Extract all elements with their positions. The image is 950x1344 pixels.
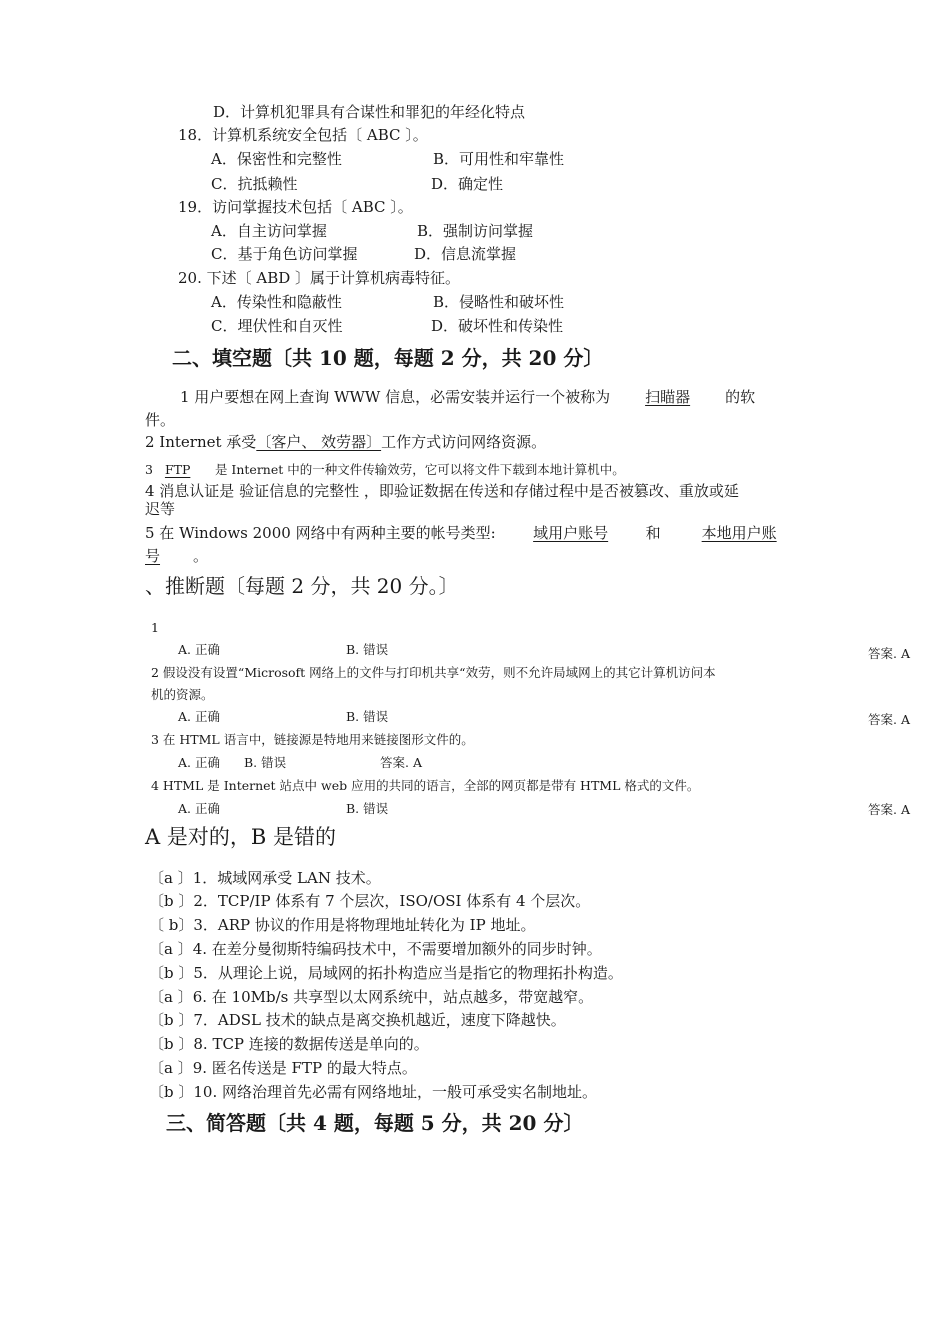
- tf-item: 〔b 〕5．从理论上说，局域网的拓扑构造应当是指它的物理拓扑构造。: [149, 964, 623, 982]
- judge-q1-option-a: A. 正确: [178, 642, 220, 657]
- q19-option-b: B．强制访问掌握: [417, 222, 534, 240]
- fill-q2-answer: 〔客户、 效劳器〕: [256, 433, 382, 451]
- q18-option-b: B．可用性和牢靠性: [433, 150, 565, 168]
- judge-q4-stem: 4 HTML 是 Internet 站点中 web 应用的共同的语言，全部的网页都是带有 HTML 格式的文件。: [151, 778, 700, 793]
- judge-q1-number: 1: [151, 620, 159, 635]
- judge-q2-line2: 机的资源。: [151, 687, 214, 702]
- fill-q1: [180, 388, 755, 406]
- judge-q3-stem: 3 在 HTML 语言中，链接源是特地用来链接图形文件的。: [151, 732, 474, 747]
- q18-option-d: D．确定性: [431, 175, 504, 193]
- tf-item: 〔a 〕1．城域网承受 LAN 技术。: [149, 869, 381, 887]
- q19-option-c: C．基于角色访问掌握: [211, 245, 358, 263]
- judge-q4-option-a: A. 正确: [178, 801, 220, 816]
- section-heading-fill: 二、填空题〔共 10 题，每题 2 分，共 20 分〕: [172, 346, 604, 370]
- fill-q2-text-end: 工作方式访问网络资源。: [381, 433, 547, 451]
- fill-q5-answer-2-cont: 号: [145, 547, 161, 565]
- q19-option-d: D．信息流掌握: [414, 245, 517, 263]
- judge-q1-option-b: B. 错误: [346, 642, 389, 657]
- tf-item: 〔b 〕10. 网络治理首先必需有网络地址，一般可承受实名制地址。: [149, 1083, 597, 1101]
- q18-option-a: A．保密性和完整性: [211, 150, 342, 168]
- fill-q5: [145, 524, 777, 542]
- fill-q1-text-end: 的软: [725, 388, 756, 406]
- q20-stem: 20. 下述〔 ABD 〕属于计算机病毒特征。: [178, 269, 461, 287]
- q19-stem: 19．访问掌握技术包括〔 ABC 〕。: [178, 198, 413, 216]
- q17-option-d: D．计算机犯罪具有合谋性和罪犯的年经化特点: [213, 103, 526, 121]
- judge-q3-answer: 答案. A: [380, 755, 422, 770]
- fill-q3-text: 是 Internet 中的一种文件传输效劳，它可以将文件下载到本地计算机中。: [214, 462, 625, 477]
- fill-q4-line1: 4 消息认证是 验证信息的完整性 ，即验证数据在传送和存储过程中是否被篡改、重放或延: [145, 482, 739, 500]
- fill-q4-line2: 迟等: [145, 500, 176, 518]
- fill-q2: [145, 433, 546, 451]
- fill-q1-answer: 扫瞄器: [645, 388, 691, 406]
- fill-q1-text: 1 用户要想在网上查询 WWW 信息，必需安装并运行一个被称为: [180, 388, 611, 406]
- judge-q2-option-a: A. 正确: [178, 709, 220, 724]
- q20-option-d: D．破坏性和传染性: [431, 317, 564, 335]
- judge-q2-option-b: B. 错误: [346, 709, 389, 724]
- section-heading-short: 三、简答题〔共 4 题，每题 5 分，共 20 分〕: [166, 1111, 584, 1135]
- tf-item: 〔a 〕9. 匿名传送是 FTP 的最大特点。: [149, 1059, 417, 1077]
- q20-option-a: A．传染性和隐蔽性: [211, 293, 342, 311]
- fill-q3-number: 3: [145, 462, 153, 477]
- q18-option-c: C．抗抵赖性: [211, 175, 298, 193]
- judge-q2-line1: 2 假设没有设置“Microsoft 网络上的文件与打印机共享“效劳，则不允许局域网上的其它计算机访问本: [151, 665, 716, 680]
- judge-q4-option-b: B. 错误: [346, 801, 389, 816]
- judge-q1-answer: 答案. A: [868, 646, 910, 661]
- fill-q5-and: 和: [645, 524, 661, 542]
- q20-option-c: C．埋伏性和自灭性: [211, 317, 343, 335]
- judge-q4-answer: 答案. A: [868, 802, 910, 817]
- tf-item: 〔a 〕4. 在差分曼彻斯特编码技术中，不需要增加额外的同步时钟。: [149, 940, 602, 958]
- fill-q1-continued: 件。: [145, 411, 176, 429]
- fill-q5-end: 。: [193, 547, 209, 565]
- fill-q5-continued: [145, 547, 208, 565]
- tf-item: 〔b 〕7．ADSL 技术的缺点是离交换机越近，速度下降越快。: [149, 1011, 566, 1029]
- fill-q5-answer-1: 域用户账号: [533, 524, 609, 542]
- tf-item: 〔 b〕3．ARP 协议的作用是将物理地址转化为 IP 地址。: [149, 916, 536, 934]
- fill-q2-text: 2 Internet 承受: [145, 433, 257, 451]
- tf-item: 〔b 〕8. TCP 连接的数据传送是单向的。: [149, 1035, 429, 1053]
- fill-q3: [145, 461, 625, 479]
- tf-heading: A 是对的，B 是错的: [145, 825, 336, 849]
- tf-item: 〔a 〕6. 在 10Mb/s 共享型以太网系统中，站点越多，带宽越窄。: [149, 988, 594, 1006]
- judge-q3-option-b: B. 错误: [244, 755, 287, 770]
- section-heading-judge: 、推断题〔每题 2 分，共 20 分。〕: [145, 574, 459, 598]
- judge-q3-option-a: A. 正确: [178, 755, 220, 770]
- fill-q5-answer-2: 本地用户账: [701, 524, 777, 542]
- q19-option-a: A．自主访问掌握: [211, 222, 327, 240]
- fill-q3-answer: FTP: [164, 462, 191, 477]
- fill-q5-text: 5 在 Windows 2000 网络中有两种主要的帐号类型:: [145, 524, 496, 542]
- tf-item: 〔b 〕2．TCP/IP 体系有 7 个层次，ISO/OSI 体系有 4 个层次。: [149, 892, 591, 910]
- q20-option-b: B．侵略性和破坏性: [433, 293, 565, 311]
- judge-q2-answer: 答案. A: [868, 712, 910, 727]
- q18-stem: 18．计算机系统安全包括〔 ABC 〕。: [178, 126, 428, 144]
